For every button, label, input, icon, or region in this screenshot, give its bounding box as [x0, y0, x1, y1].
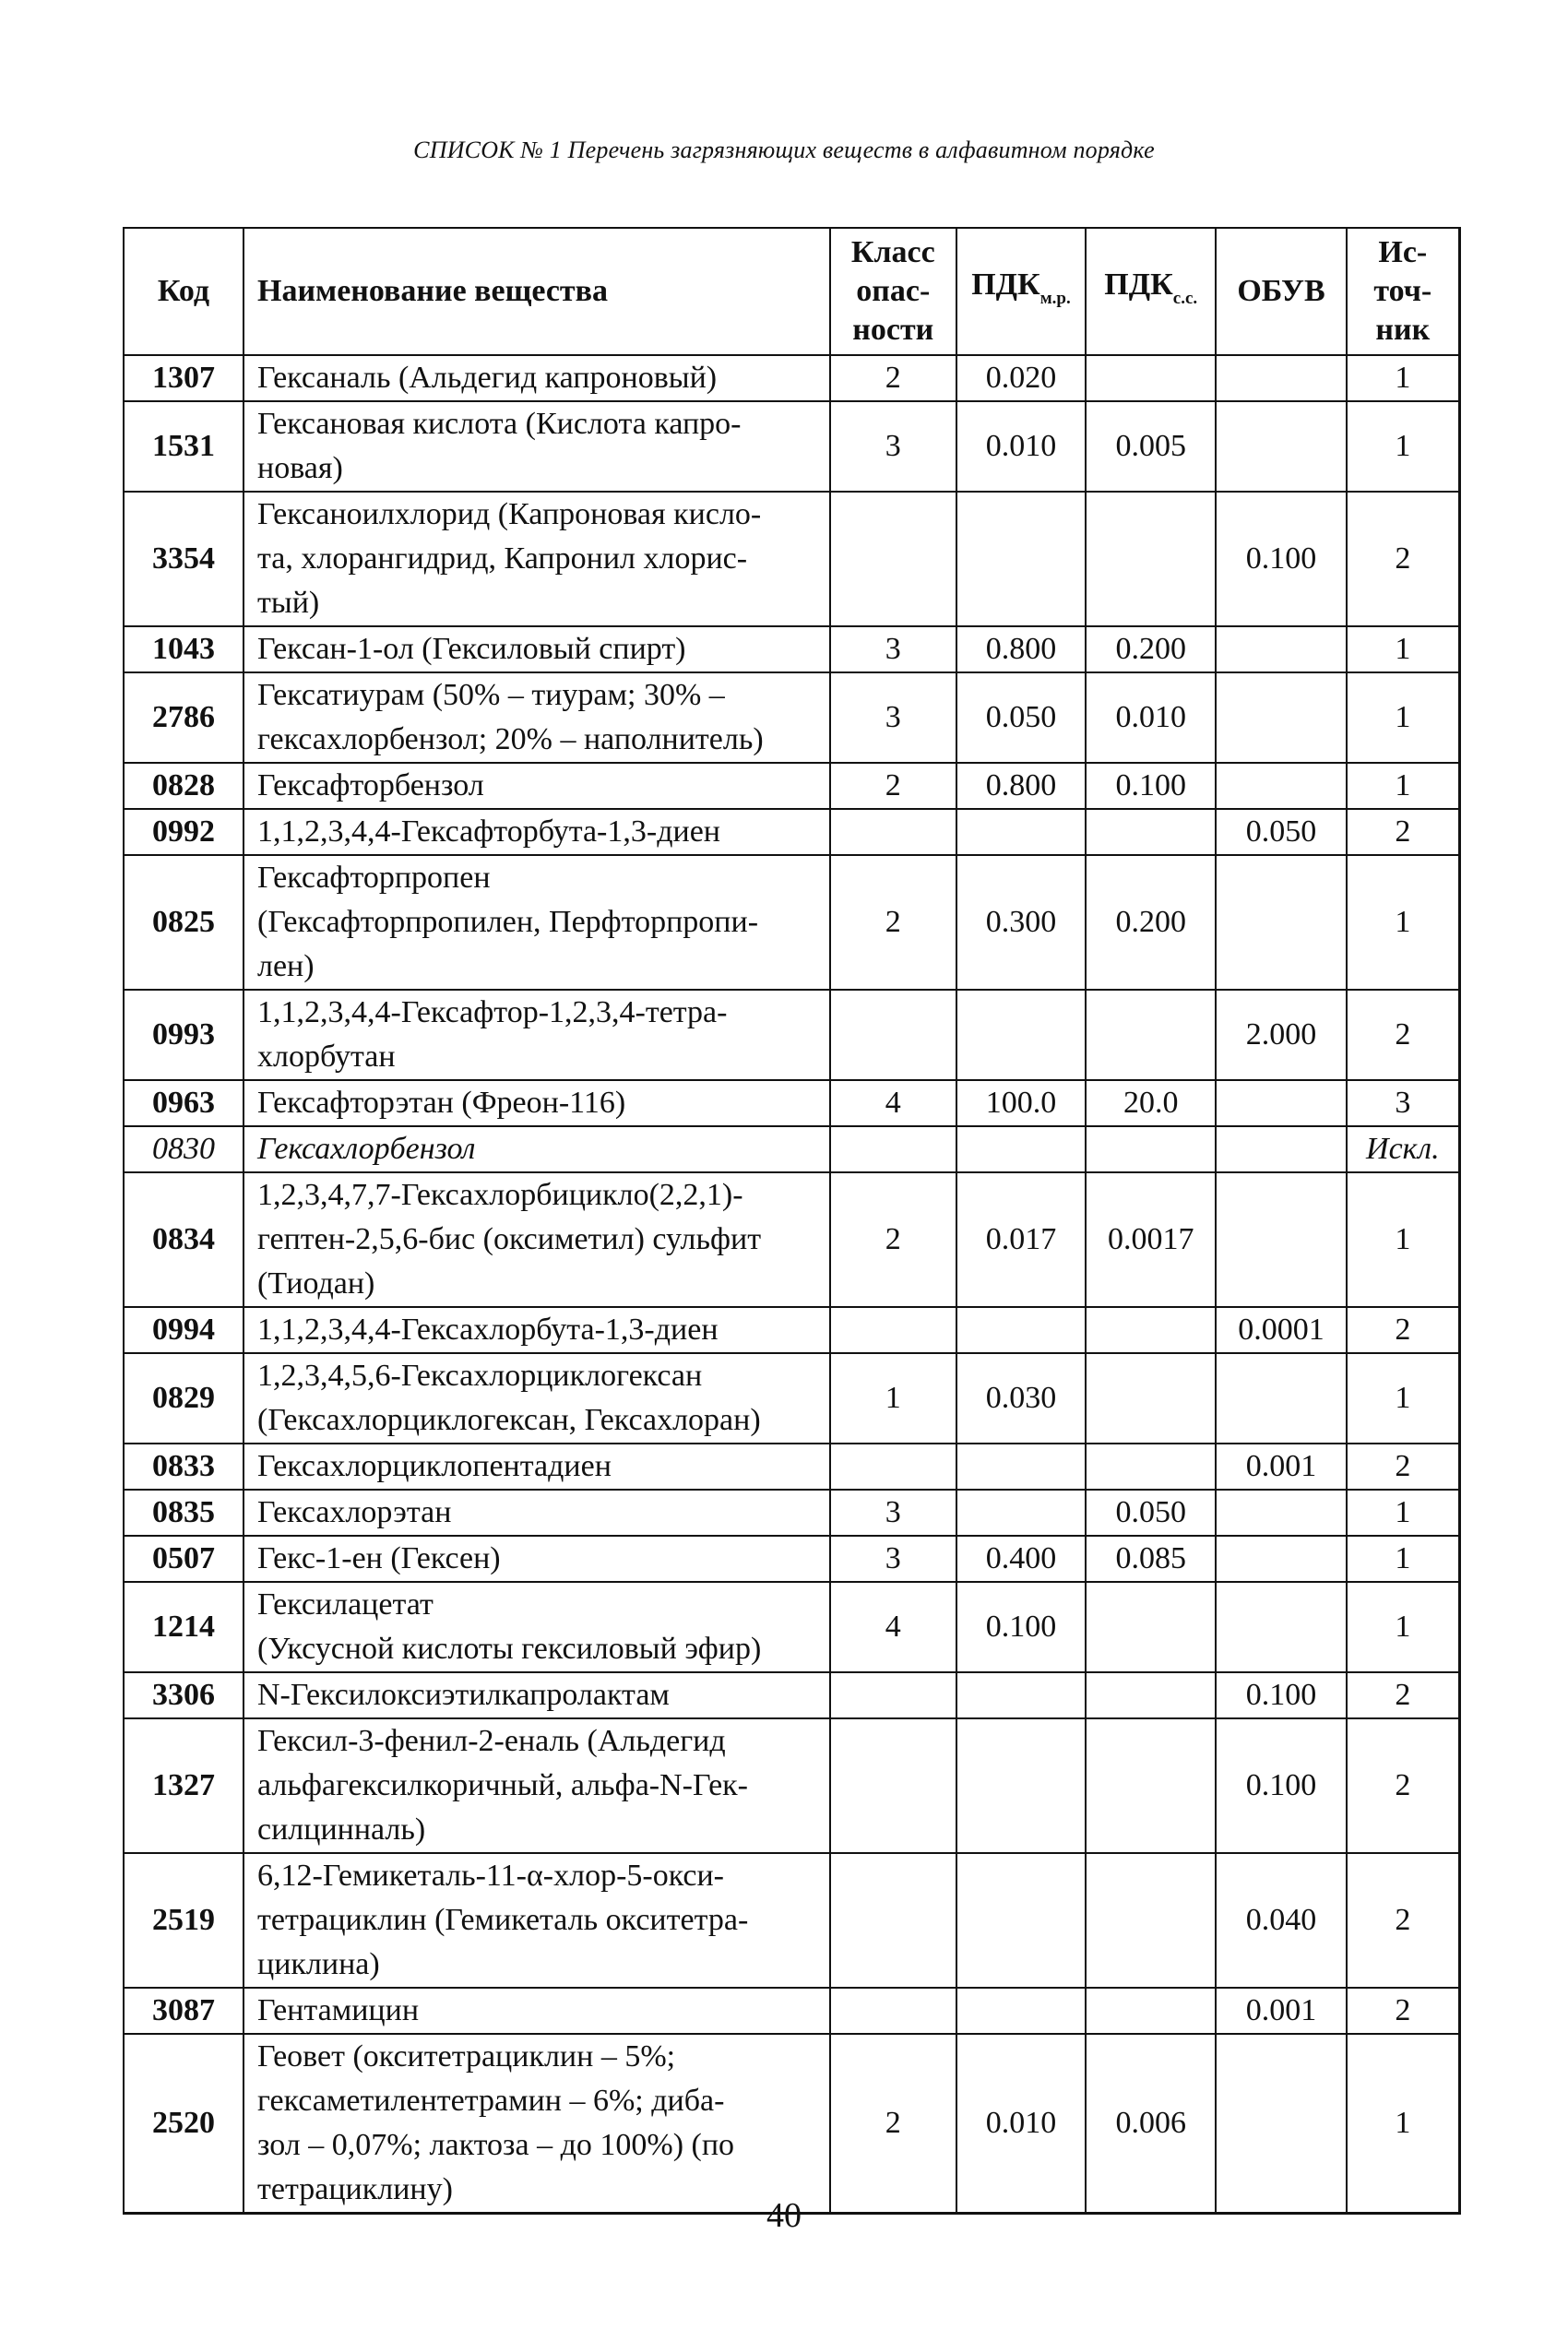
- cell-pdk-mr: [956, 1126, 1086, 1172]
- cell-obuv: [1216, 626, 1346, 672]
- column-header-name: Наименование вещества: [244, 228, 830, 355]
- cell-obuv: 0.100: [1216, 1718, 1346, 1853]
- cell-obuv: 0.040: [1216, 1853, 1346, 1988]
- cell-source: 1: [1347, 626, 1460, 672]
- cell-pdk-ss: [1086, 1718, 1216, 1853]
- cell-code: 0994: [124, 1307, 244, 1353]
- cell-obuv: [1216, 355, 1346, 401]
- table-row: [124, 809, 1460, 855]
- cell-obuv: [1216, 1490, 1346, 1536]
- cell-name: [244, 1672, 830, 1718]
- cell-name-line: та, хлорангидрид, Капронил хлорис-: [257, 541, 748, 576]
- cell-name-line: хлорбутан: [257, 1040, 396, 1074]
- table-row: [124, 1536, 1460, 1582]
- cell-pdk-ss: 0.006: [1086, 2034, 1216, 2214]
- table-row: [124, 1444, 1460, 1490]
- cell-obuv: 0.100: [1216, 1672, 1346, 1718]
- cell-pdk-mr: [956, 1988, 1086, 2034]
- cell-name: [244, 763, 830, 809]
- cell-name: [244, 672, 830, 763]
- cell-code: 2520: [124, 2034, 244, 2214]
- table-row: [124, 1582, 1460, 1672]
- cell-name: [244, 1353, 830, 1444]
- cell-pdk-mr: [956, 1307, 1086, 1353]
- cell-name: [244, 1444, 830, 1490]
- cell-pdk-mr: 100.0: [956, 1080, 1086, 1126]
- cell-code: 0828: [124, 763, 244, 809]
- cell-pdk-ss: 0.0017: [1086, 1172, 1216, 1307]
- cell-name: [244, 990, 830, 1080]
- cell-name: [244, 401, 830, 492]
- cell-obuv: [1216, 763, 1346, 809]
- cell-code: 0507: [124, 1536, 244, 1582]
- cell-name-line: гексахлорбензол; 20% – наполнитель): [257, 722, 764, 756]
- cell-name-line: (Гексахлорциклогексан, Гексахлоран): [257, 1403, 761, 1437]
- cell-hazard-class: [830, 990, 956, 1080]
- cell-source: 2: [1347, 1853, 1460, 1988]
- cell-obuv: [1216, 1172, 1346, 1307]
- cell-code: 3306: [124, 1672, 244, 1718]
- cell-name-line: Гексаноилхлорид (Капроновая кисло-: [257, 497, 762, 531]
- cell-hazard-class: 2: [830, 855, 956, 990]
- cell-source: 1: [1347, 355, 1460, 401]
- cell-pdk-ss: [1086, 809, 1216, 855]
- cell-code: 0992: [124, 809, 244, 855]
- cell-name-line: Гексахлорэтан: [257, 1495, 452, 1529]
- cell-source: 1: [1347, 1353, 1460, 1444]
- cell-name-line: (Уксусной кислоты гексиловый эфир): [257, 1632, 762, 1666]
- cell-obuv: [1216, 1353, 1346, 1444]
- column-header-source: Ис- точ- ник: [1347, 228, 1460, 355]
- cell-pdk-mr: 0.800: [956, 763, 1086, 809]
- cell-obuv: 0.050: [1216, 809, 1346, 855]
- cell-name: [244, 2034, 830, 2214]
- cell-name-line: новая): [257, 451, 343, 485]
- cell-code: 0993: [124, 990, 244, 1080]
- cell-obuv: [1216, 855, 1346, 990]
- cell-source: 2: [1347, 1672, 1460, 1718]
- cell-name-line: 1,1,2,3,4,4-Гексахлорбута-1,3-диен: [257, 1313, 719, 1347]
- cell-hazard-class: 2: [830, 1172, 956, 1307]
- cell-pdk-ss: [1086, 492, 1216, 626]
- cell-name: [244, 1490, 830, 1536]
- cell-name: [244, 626, 830, 672]
- table-row: [124, 1307, 1460, 1353]
- cell-source: 3: [1347, 1080, 1460, 1126]
- cell-name: [244, 1307, 830, 1353]
- cell-name-line: тый): [257, 586, 320, 620]
- table-header-row: [124, 228, 1460, 355]
- cell-code: 1307: [124, 355, 244, 401]
- cell-name-line: Гексахлорциклопентадиен: [257, 1449, 612, 1483]
- table-row: [124, 763, 1460, 809]
- cell-code: 2786: [124, 672, 244, 763]
- cell-source: 2: [1347, 492, 1460, 626]
- table-row: [124, 1853, 1460, 1988]
- cell-pdk-mr: [956, 990, 1086, 1080]
- cell-pdk-ss: [1086, 1307, 1216, 1353]
- cell-hazard-class: 4: [830, 1080, 956, 1126]
- cell-obuv: 0.0001: [1216, 1307, 1346, 1353]
- cell-obuv: [1216, 1536, 1346, 1582]
- table-row: [124, 1126, 1460, 1172]
- cell-name-line: Гексафторбензол: [257, 768, 484, 802]
- cell-obuv: [1216, 401, 1346, 492]
- cell-hazard-class: 1: [830, 1353, 956, 1444]
- cell-name-line: Гексахлорбензол: [257, 1132, 476, 1166]
- cell-pdk-ss: 0.005: [1086, 401, 1216, 492]
- substances-table: [123, 227, 1461, 2215]
- cell-pdk-mr: 0.050: [956, 672, 1086, 763]
- table-row: [124, 1988, 1460, 2034]
- cell-name: [244, 1853, 830, 1988]
- cell-pdk-ss: [1086, 1582, 1216, 1672]
- cell-name-line: Гексатиурам (50% – тиурам; 30% –: [257, 678, 725, 712]
- cell-name-line: тетрациклин (Гемикеталь окситетра-: [257, 1903, 749, 1937]
- cell-pdk-mr: 0.300: [956, 855, 1086, 990]
- cell-name-line: альфагексилкоричный, альфа-N-Гек-: [257, 1768, 748, 1802]
- cell-pdk-mr: 0.800: [956, 626, 1086, 672]
- cell-name: [244, 1718, 830, 1853]
- cell-pdk-mr: 0.100: [956, 1582, 1086, 1672]
- column-header-pdk-ss: $ПДК_{с.с.}$: [1086, 228, 1216, 355]
- cell-obuv: [1216, 672, 1346, 763]
- cell-hazard-class: [830, 1672, 956, 1718]
- table-row: [124, 855, 1460, 990]
- cell-name-line: гептен-2,5,6-бис (оксиметил) сульфит: [257, 1222, 762, 1256]
- cell-name-line: Гексан-1-ол (Гексиловый спирт): [257, 632, 686, 666]
- cell-pdk-mr: [956, 1853, 1086, 1988]
- cell-source: Искл.: [1347, 1126, 1460, 1172]
- cell-name-line: (Тиодан): [257, 1266, 375, 1301]
- cell-obuv: 0.100: [1216, 492, 1346, 626]
- cell-name-line: 6,12-Гемикеталь-11-α-хлор-5-окси-: [257, 1859, 724, 1893]
- cell-name-line: 1,2,3,4,5,6-Гексахлорциклогексан: [257, 1359, 703, 1393]
- cell-code: 0829: [124, 1353, 244, 1444]
- cell-pdk-ss: [1086, 990, 1216, 1080]
- cell-name-line: 1,2,3,4,7,7-Гексахлорбицикло(2,2,1)-: [257, 1178, 743, 1212]
- table-row: [124, 1353, 1460, 1444]
- cell-name-line: лен): [257, 949, 315, 983]
- cell-code: 0963: [124, 1080, 244, 1126]
- cell-pdk-ss: [1086, 1353, 1216, 1444]
- cell-pdk-ss: 0.050: [1086, 1490, 1216, 1536]
- cell-hazard-class: 2: [830, 355, 956, 401]
- cell-hazard-class: 2: [830, 763, 956, 809]
- cell-source: 1: [1347, 1172, 1460, 1307]
- cell-obuv: [1216, 1080, 1346, 1126]
- column-header-obuv: ОБУВ: [1216, 228, 1346, 355]
- cell-name-line: Геовет (окситетрациклин – 5%;: [257, 2039, 676, 2074]
- cell-name: [244, 1988, 830, 2034]
- table-row: [124, 492, 1460, 626]
- cell-source: 2: [1347, 1988, 1460, 2034]
- cell-obuv: 0.001: [1216, 1444, 1346, 1490]
- cell-source: 1: [1347, 401, 1460, 492]
- table-row: [124, 1080, 1460, 1126]
- cell-pdk-mr: [956, 1490, 1086, 1536]
- cell-name: [244, 355, 830, 401]
- cell-hazard-class: [830, 809, 956, 855]
- cell-pdk-ss: [1086, 1988, 1216, 2034]
- cell-pdk-mr: [956, 492, 1086, 626]
- cell-code: 0834: [124, 1172, 244, 1307]
- table-row: [124, 1172, 1460, 1307]
- cell-pdk-ss: 0.200: [1086, 855, 1216, 990]
- cell-pdk-ss: 0.085: [1086, 1536, 1216, 1582]
- cell-pdk-ss: [1086, 1672, 1216, 1718]
- cell-name-line: Гексафторпропен: [257, 861, 491, 895]
- cell-name-line: Гексил-3-фенил-2-еналь (Альдегид: [257, 1724, 726, 1758]
- cell-code: 0833: [124, 1444, 244, 1490]
- cell-pdk-ss: 0.200: [1086, 626, 1216, 672]
- cell-source: 1: [1347, 1536, 1460, 1582]
- table-row: [124, 355, 1460, 401]
- cell-name-line: Гексаналь (Альдегид капроновый): [257, 361, 718, 395]
- cell-name-line: 1,1,2,3,4,4-Гексафторбута-1,3-диен: [257, 814, 720, 849]
- cell-code: 1214: [124, 1582, 244, 1672]
- cell-name: [244, 1080, 830, 1126]
- cell-code: 0825: [124, 855, 244, 990]
- cell-name: [244, 492, 830, 626]
- cell-pdk-mr: 0.020: [956, 355, 1086, 401]
- table-row: [124, 990, 1460, 1080]
- cell-pdk-ss: 20.0: [1086, 1080, 1216, 1126]
- table-row: [124, 672, 1460, 763]
- cell-code: 0830: [124, 1126, 244, 1172]
- cell-source: 1: [1347, 855, 1460, 990]
- table-row: [124, 1718, 1460, 1853]
- cell-hazard-class: 2: [830, 2034, 956, 2214]
- cell-pdk-mr: 0.400: [956, 1536, 1086, 1582]
- cell-hazard-class: 3: [830, 401, 956, 492]
- cell-source: 1: [1347, 1490, 1460, 1536]
- cell-pdk-mr: 0.030: [956, 1353, 1086, 1444]
- table-row: [124, 1672, 1460, 1718]
- cell-name: [244, 809, 830, 855]
- cell-code: 1531: [124, 401, 244, 492]
- cell-source: 2: [1347, 1718, 1460, 1853]
- cell-name: [244, 1582, 830, 1672]
- cell-hazard-class: 3: [830, 1536, 956, 1582]
- cell-name-line: 1,1,2,3,4,4-Гексафтор-1,2,3,4-тетра-: [257, 995, 728, 1029]
- cell-name: [244, 855, 830, 990]
- cell-hazard-class: [830, 1126, 956, 1172]
- cell-hazard-class: [830, 1307, 956, 1353]
- column-header-hazard-class: Класс опас- ности: [830, 228, 956, 355]
- cell-code: 0835: [124, 1490, 244, 1536]
- cell-pdk-mr: 0.010: [956, 2034, 1086, 2214]
- cell-source: 2: [1347, 990, 1460, 1080]
- cell-name-line: Гексафторэтан (Фреон-116): [257, 1086, 626, 1120]
- cell-pdk-ss: [1086, 1444, 1216, 1490]
- cell-hazard-class: [830, 1988, 956, 2034]
- cell-source: 2: [1347, 809, 1460, 855]
- cell-code: 2519: [124, 1853, 244, 1988]
- cell-pdk-ss: [1086, 1126, 1216, 1172]
- cell-name-line: Гексановая кислота (Кислота капро-: [257, 407, 742, 441]
- cell-source: 1: [1347, 1582, 1460, 1672]
- cell-pdk-mr: [956, 1672, 1086, 1718]
- cell-source: 2: [1347, 1307, 1460, 1353]
- table-row: [124, 626, 1460, 672]
- cell-pdk-mr: 0.017: [956, 1172, 1086, 1307]
- cell-hazard-class: 4: [830, 1582, 956, 1672]
- cell-name-line: зол – 0,07%; лактоза – до 100%) (по: [257, 2128, 735, 2162]
- page-header: СПИСОК № 1 Перечень загрязняющих веществ в алфавитном порядке: [413, 137, 1155, 163]
- cell-name-line: циклина): [257, 1947, 380, 1981]
- cell-hazard-class: [830, 1853, 956, 1988]
- cell-code: 1043: [124, 626, 244, 672]
- cell-code: 1327: [124, 1718, 244, 1853]
- cell-pdk-mr: [956, 1444, 1086, 1490]
- cell-source: 1: [1347, 2034, 1460, 2214]
- cell-name-line: тетрациклину): [257, 2172, 453, 2206]
- cell-obuv: [1216, 1582, 1346, 1672]
- cell-pdk-ss: [1086, 1853, 1216, 1988]
- cell-pdk-mr: [956, 809, 1086, 855]
- column-header-pdk-mr: $ПДК_{м.р.}$: [956, 228, 1086, 355]
- cell-name-line: (Гексафторпропилен, Перфторпропи-: [257, 905, 759, 939]
- cell-name-line: Гентамицин: [257, 1993, 420, 2027]
- cell-name-line: Гексилацетат: [257, 1587, 434, 1622]
- cell-hazard-class: 3: [830, 626, 956, 672]
- cell-code: 3087: [124, 1988, 244, 2034]
- cell-name-line: N-Гексилоксиэтилкапролактам: [257, 1678, 670, 1712]
- column-header-code: Код: [124, 228, 244, 355]
- cell-name: [244, 1126, 830, 1172]
- cell-name-line: гексаметилентетрамин – 6%; диба-: [257, 2084, 725, 2118]
- cell-hazard-class: 3: [830, 672, 956, 763]
- cell-hazard-class: [830, 492, 956, 626]
- cell-pdk-ss: 0.100: [1086, 763, 1216, 809]
- cell-obuv: [1216, 2034, 1346, 2214]
- cell-name: [244, 1172, 830, 1307]
- cell-hazard-class: [830, 1718, 956, 1853]
- cell-pdk-ss: 0.010: [1086, 672, 1216, 763]
- cell-hazard-class: [830, 1444, 956, 1490]
- cell-hazard-class: 3: [830, 1490, 956, 1536]
- cell-source: 2: [1347, 1444, 1460, 1490]
- cell-pdk-ss: [1086, 355, 1216, 401]
- cell-pdk-mr: 0.010: [956, 401, 1086, 492]
- cell-source: 1: [1347, 672, 1460, 763]
- cell-obuv: [1216, 1126, 1346, 1172]
- cell-name-line: силцинналь): [257, 1812, 426, 1847]
- table-body: [124, 355, 1460, 2214]
- cell-name: [244, 1536, 830, 1582]
- table-row: [124, 2034, 1460, 2214]
- cell-pdk-mr: [956, 1718, 1086, 1853]
- cell-obuv: 0.001: [1216, 1988, 1346, 2034]
- cell-name-line: Гекс-1-ен (Гексен): [257, 1541, 501, 1575]
- cell-code: 3354: [124, 492, 244, 626]
- table-row: [124, 401, 1460, 492]
- table-row: [124, 1490, 1460, 1536]
- page-number: 40: [766, 2196, 802, 2235]
- cell-obuv: 2.000: [1216, 990, 1346, 1080]
- cell-source: 1: [1347, 763, 1460, 809]
